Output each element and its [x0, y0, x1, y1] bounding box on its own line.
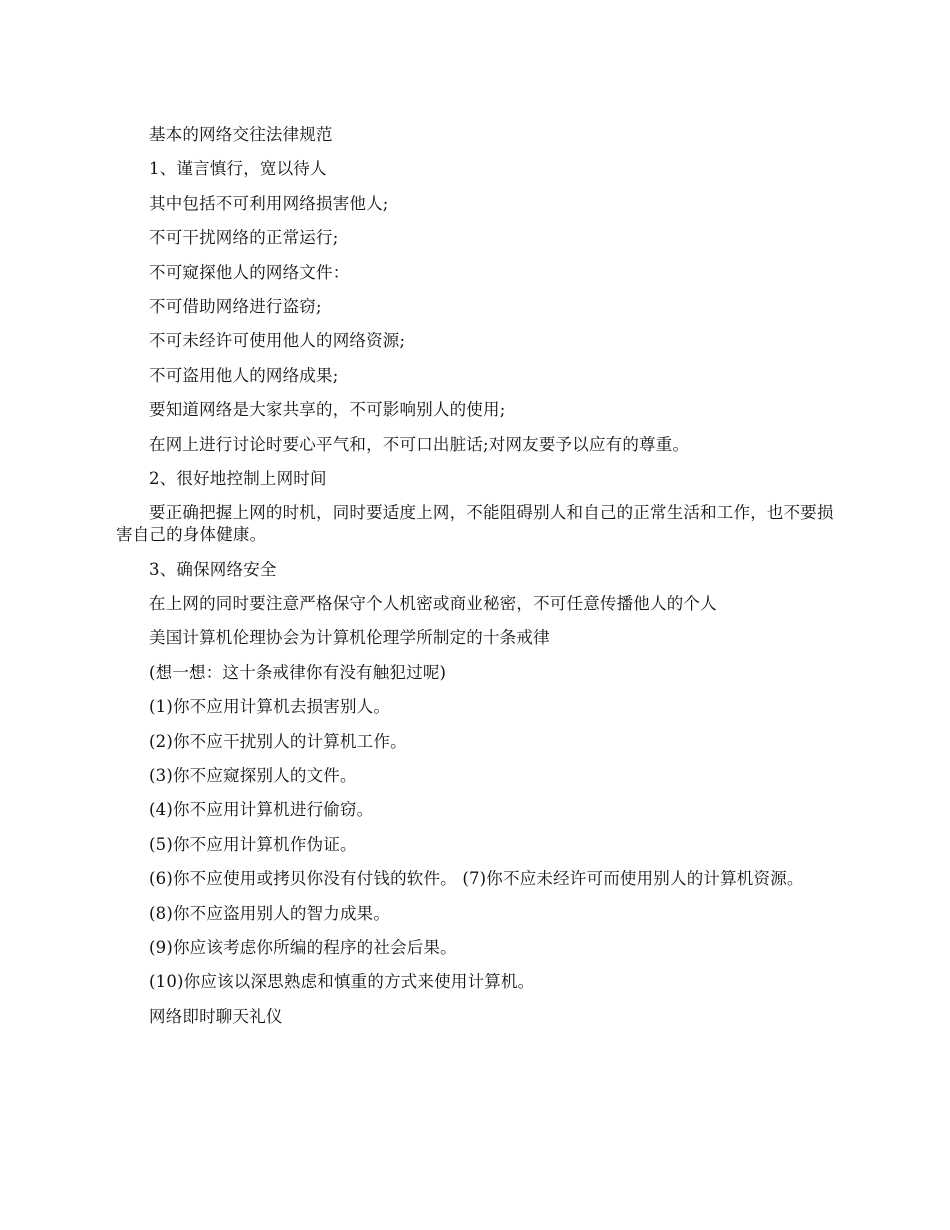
paragraph: 其中包括不可利用网络损害他人;: [149, 193, 389, 213]
commandment-item: (3)你不应窥探别人的文件。: [149, 766, 357, 786]
commandment-item: (2)你不应干扰别人的计算机工作。: [149, 731, 407, 751]
section-1-heading: 1、谨言慎行，宽以待人: [149, 159, 327, 179]
chat-etiquette-heading: 网络即时聊天礼仪: [149, 1006, 283, 1026]
document-body: [116, 124, 840, 1040]
paragraph: 要知道网络是大家共享的，不可影响别人的使用;: [149, 400, 506, 420]
commandment-item: (10)你应该以深思熟虑和慎重的方式来使用计算机。: [149, 972, 535, 992]
paragraph: 要正确把握上网的时机，同时要适度上网，不能阻碍别人和自己的正常生活和工作，也不要损害自己的身体健康。: [116, 503, 834, 545]
paragraph: 在上网的同时要注意严格保守个人机密或商业秘密，不可任意传播他人的个人: [149, 594, 717, 614]
paragraph: 在网上进行讨论时要心平气和，不可口出脏话;对网友要予以应有的尊重。: [149, 434, 690, 454]
heading-legal-norms: 基本的网络交往法律规范: [149, 125, 333, 144]
commandment-item: (5)你不应用计算机作伪证。: [149, 834, 357, 854]
paragraph: 不可干扰网络的正常运行;: [149, 228, 339, 248]
commandment-item: (8)你不应盗用别人的智力成果。: [149, 903, 391, 923]
commandment-item: (9)你应该考虑你所编的程序的社会后果。: [149, 937, 457, 957]
paragraph: 不可借助网络进行盗窃;: [149, 296, 322, 316]
paragraph: 不可未经许可使用他人的网络资源;: [149, 331, 406, 351]
paragraph: (想一想：这十条戒律你有没有触犯过呢): [149, 662, 447, 682]
commandments-heading: 美国计算机伦理协会为计算机伦理学所制定的十条戒律: [149, 628, 550, 648]
section-3-heading: 3、确保网络安全: [149, 559, 277, 579]
paragraph: 不可盗用他人的网络成果;: [149, 365, 339, 385]
section-2-heading: 2、很好地控制上网时间: [149, 468, 327, 488]
commandment-item: (6)你不应使用或拷贝你没有付钱的软件。 (7)你不应未经许可而使用别人的计算机资源。: [149, 869, 804, 889]
commandment-item: (1)你不应用计算机去损害别人。: [149, 697, 391, 717]
paragraph: 不可窥探他人的网络文件：: [149, 262, 350, 282]
commandment-item: (4)你不应用计算机进行偷窃。: [149, 800, 374, 820]
